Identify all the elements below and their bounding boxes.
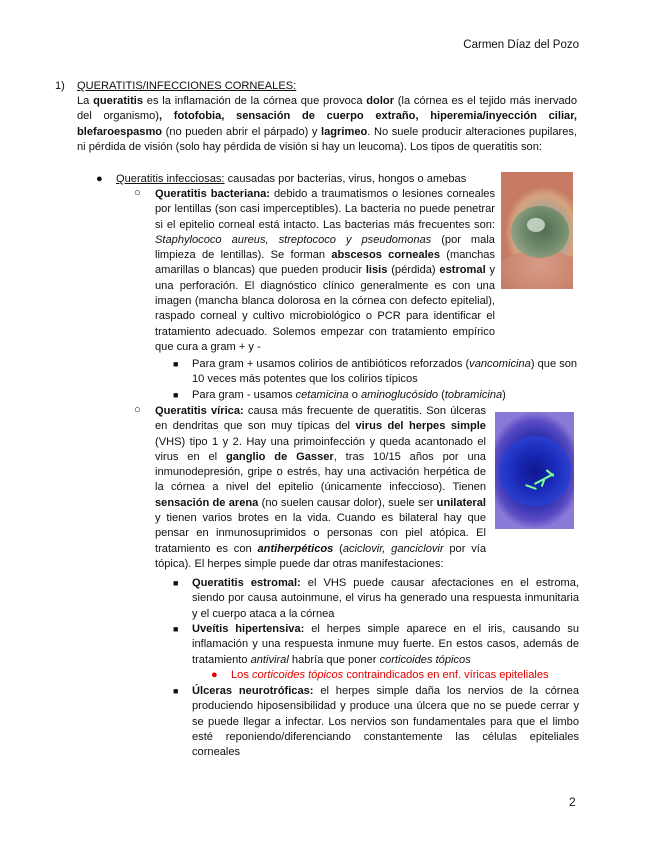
- filled-circle-bullet-icon: ●: [211, 669, 218, 681]
- filled-square-bullet-icon: ■: [173, 624, 179, 634]
- hollow-circle-bullet-icon: ○: [134, 187, 141, 199]
- page-number: 2: [569, 795, 576, 809]
- bacteriana-paragraph-top: Queratitis bacteriana: debido a traumatismos o lesiones corneales por lentillas (son casi imperceptibles). La bacteria no puede penetrar si el epitelio corneal está intacto. Las bacterias más frecuentes son: Staphylococo aureus, streptococo y pseudomonas (por mala limpieza de lentillas). Se forman abscesos corneales (manchas amarillas o blancas) que pueden producir lisis (pérdida) estromal y una perforación. El diagnóstico clínico generalmente es con una imagen (mancha blanca dolorosa en la córnea con defecto epitelial), raspado corneal y cultivo microbiológico o PCR para identificar el tratamiento adecuado. Solemos empezar con tratamiento empírico que cura a gram + y -: [155, 188, 496, 353]
- filled-square-bullet-icon: ■: [173, 390, 179, 400]
- virica-paragraph: Queratitis vírica: causa más frecuente de queratitis. Son úlceras en dendritas que son muy típicas del virus del herpes simple (VHS) tipo 1 y 2. Hay una primoinfección y queda acantonado el virus en el ganglio de Gasser, tras 10/15 años por una inmunodepresión, gripe o estrés, hay una activación herpética de la córnea a nivel del epitelio (únicamente infeccioso). Tienen sensación de arena (no suelen causar dolor), suele ser unilateral y tienen varios brotes en la vida. Cuando es bilateral hay que pensar en inmunosuprimidos o personas con piel atópica. El tratamiento es con antiherpéticos (aciclovir, ganciclovir por vía tópica). El herpes simple puede dar otras manifestaciones:: [155, 405, 487, 570]
- gram-positive-item: Para gram + usamos colirios de antibióticos reforzados (vancomicina) que son 10 veces más potentes que los colirios típicos: [192, 358, 578, 386]
- hollow-circle-bullet-icon: ○: [134, 404, 141, 416]
- filled-circle-bullet-icon: ●: [96, 173, 103, 185]
- herpetic-dendritic-ulcer-eye-photo: [495, 412, 574, 529]
- section-title: QUERATITIS/INFECCIONES CORNEALES:: [77, 80, 297, 92]
- corticoid-warning-item: Los corticoides tópicos contraindicados en enf. víricas epiteliales: [231, 669, 549, 681]
- infecciosas-item: Queratitis infecciosas: causadas por bacterias, virus, hongos o amebas: [116, 173, 467, 185]
- ulceras-item: Úlceras neurotróficas: el herpes simple daña los nervios de la córnea produciendo hiposensibilidad y produce una úlcera que no se puede cerrar y se puede llegar a infectar. Los nervios son fundamentales para que el limbo esté reponiendo/diferenciando constantemente las células epiteliales corneales: [192, 685, 579, 759]
- page-header-author: Carmen Díaz del Pozo: [463, 39, 579, 51]
- filled-square-bullet-icon: ■: [173, 578, 179, 588]
- gram-negative-item: Para gram - usamos cetamicina o aminoglucósido (tobramicina): [192, 389, 506, 401]
- section-number: 1): [55, 80, 65, 92]
- filled-square-bullet-icon: ■: [173, 686, 179, 696]
- filled-square-bullet-icon: ■: [173, 359, 179, 369]
- uveitis-item: Uveítis hipertensiva: el herpes simple aparece en el iris, causando su inflamación y una respuesta inmune muy fuerte. En estos casos, además de tratamiento antiviral habría que poner corticoides tópicos: [192, 623, 579, 666]
- intro-paragraph: La queratitis es la inflamación de la córnea que provoca dolor (la córnea es el tejido más inervado del organismo), fotofobia, sensación de cuerpo extraño, hiperemia/inyección ciliar, blefaroespasmo (no pueden abrir el párpado) y lagrimeo. No suele producir alteraciones pupilares, ni pérdida de visión (solo hay pérdida de visión si hay un leucoma). Los tipos de queratitis son:: [77, 95, 578, 153]
- bacterial-keratitis-eye-photo: [501, 172, 573, 289]
- estromal-item: Queratitis estromal: el VHS puede causar afectaciones en el estroma, siendo por causa autoinmune, el virus ha generado una respuesta inmunitaria y el cuerpo ataca a la córnea: [192, 577, 580, 620]
